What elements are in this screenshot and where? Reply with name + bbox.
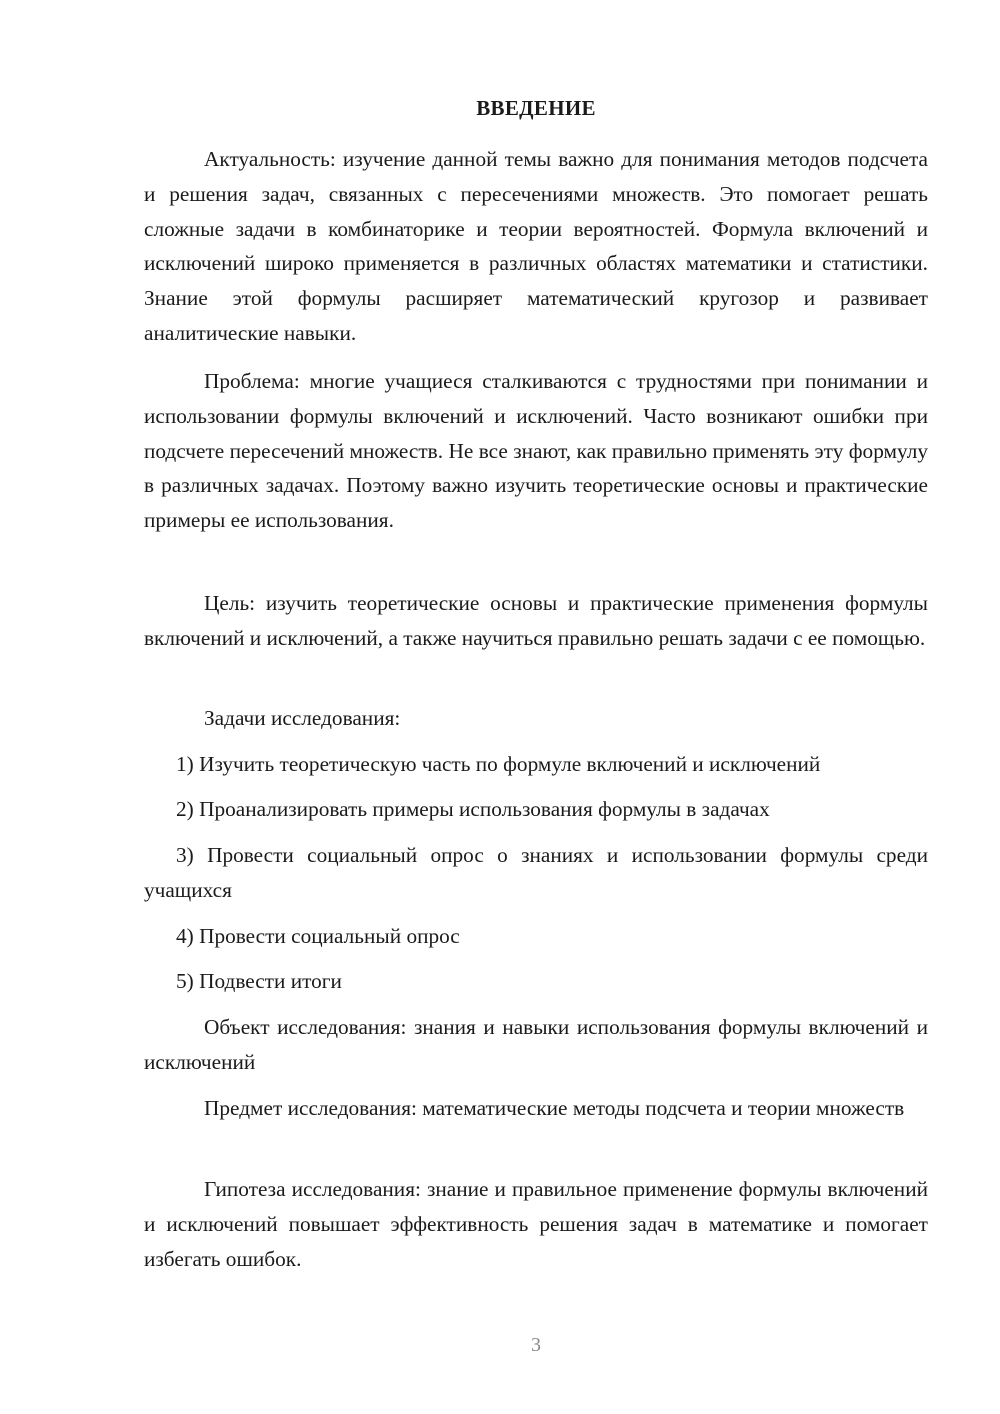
task-item-3: 3) Провести социальный опрос о знаниях и использовании формулы среди учащихся: [144, 843, 928, 902]
problem-paragraph: Проблема: многие учащиеся сталкиваются с трудностями при понимании и использовании формулы включений и исключений. Часто возникают ошибки при подсчете пересечений множеств. Не все знают, как правильно применять эту формулу в различных задачах. Поэтому важно изучить теоретические основы и практические примеры ее использования.: [144, 369, 928, 533]
tasks-heading: Задачи исследования:: [204, 706, 401, 730]
task-item-5: 5) Подвести итоги: [176, 969, 342, 993]
hypothesis-paragraph: Гипотеза исследования: знание и правильное применение формулы включений и исключений повышает эффективность решения задач в математике и помогает избегать ошибок.: [144, 1177, 928, 1271]
goal-paragraph: Цель: изучить теоретические основы и практические применения формулы включений и исключений, а также научиться правильно решать задачи с ее помощью.: [144, 591, 928, 650]
section-heading: ВВЕДЕНИЕ: [476, 96, 596, 120]
task-item-1: 1) Изучить теоретическую часть по формуле включений и исключений: [176, 752, 821, 776]
task-item-2: 2) Проанализировать примеры использования формулы в задачах: [176, 797, 770, 821]
object-paragraph: Объект исследования: знания и навыки использования формулы включений и исключений: [144, 1015, 928, 1074]
page-number: 3: [531, 1334, 541, 1356]
relevance-paragraph: Актуальность: изучение данной темы важно для понимания методов подсчета и решения задач, связанных с пересечениями множеств. Это помогает решать сложные задачи в комбинаторике и теории вероятностей. Формула включений и исключений широко применяется в различных областях математики и статистики. Знание этой формулы расширяет математический кругозор и развивает аналитические навыки.: [144, 147, 928, 345]
task-item-4: 4) Провести социальный опрос: [176, 924, 460, 948]
subject-paragraph: Предмет исследования: математические методы подсчета и теории множеств: [204, 1096, 905, 1120]
